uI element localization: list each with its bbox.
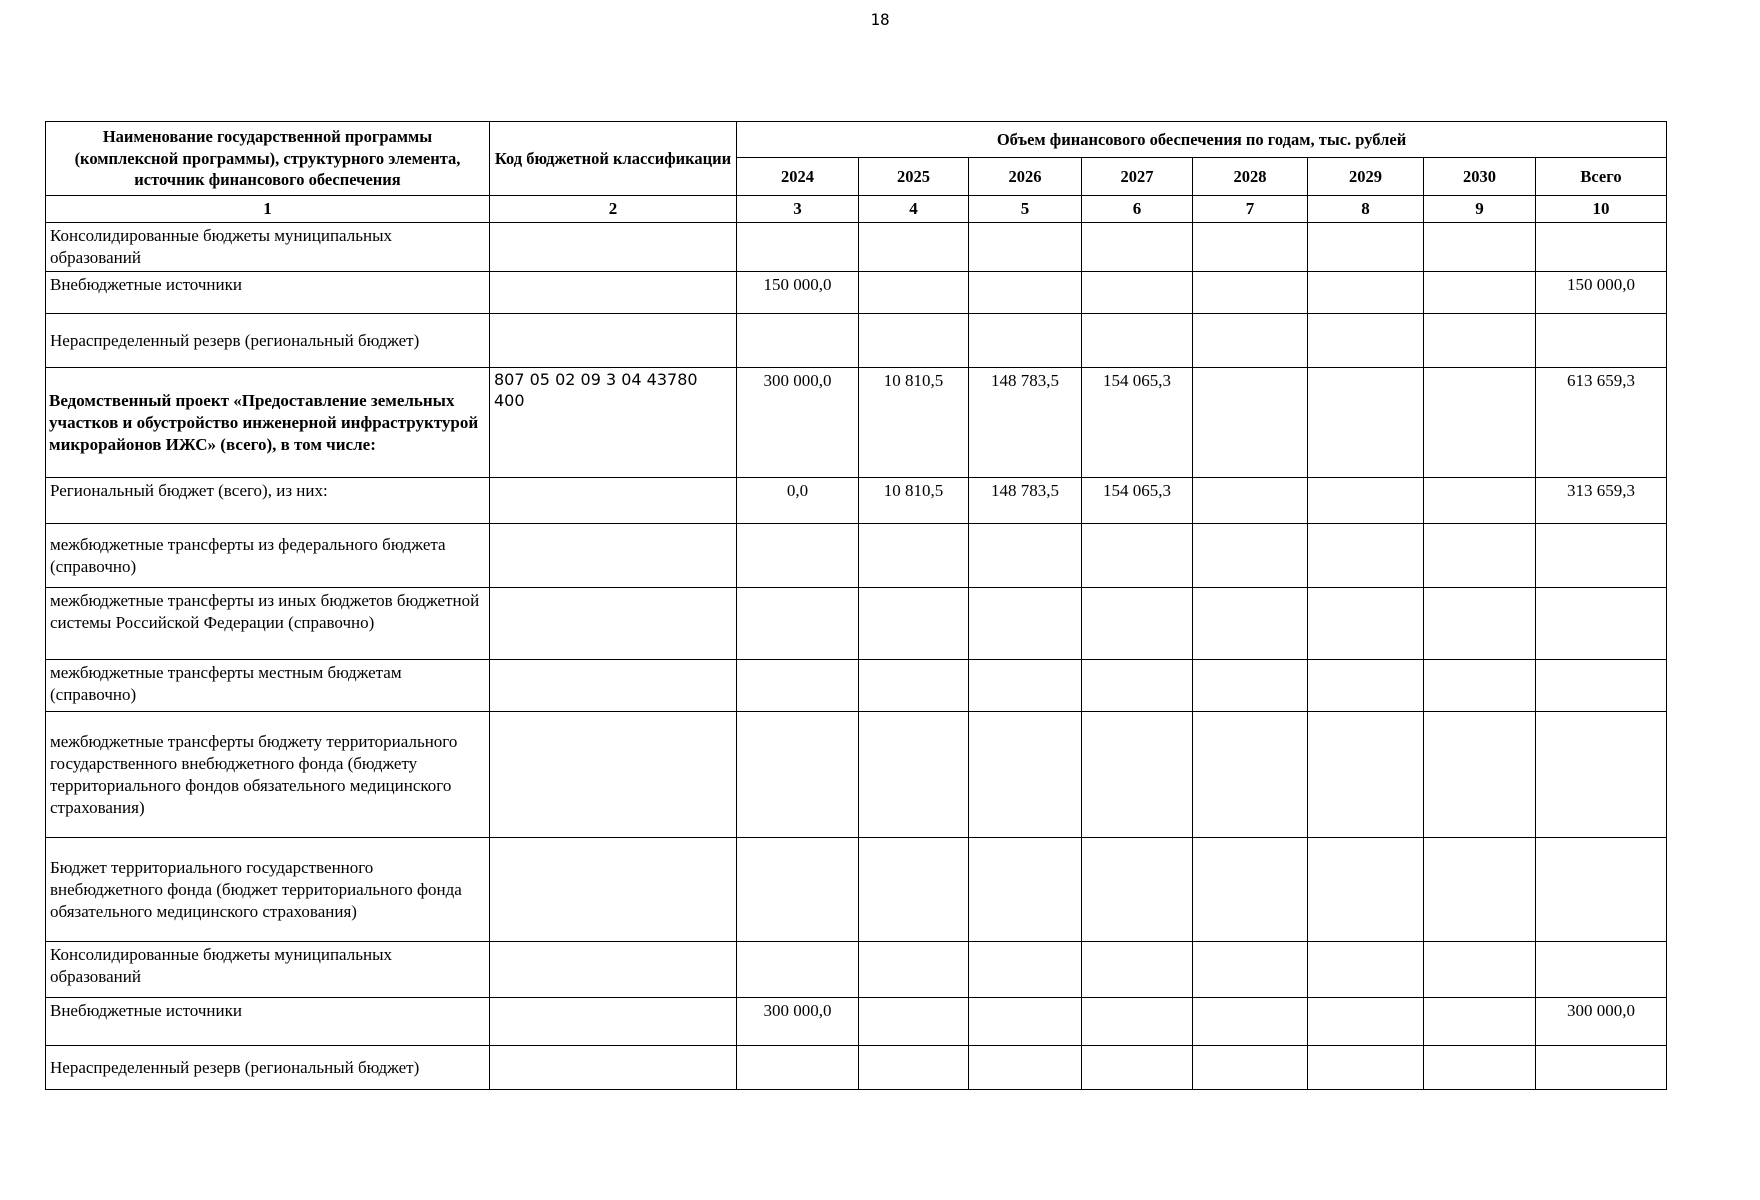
value-cell — [1424, 942, 1536, 998]
header-name: Наименование государственной программы (комплексной программы), структурного элемента, источник финансового обеспечения — [46, 122, 490, 196]
value-cell — [1536, 1046, 1667, 1090]
value-cell — [1308, 660, 1424, 712]
value-cell — [1193, 660, 1308, 712]
value-cell — [1193, 478, 1308, 524]
value-cell — [1308, 998, 1424, 1046]
value-cell — [1308, 223, 1424, 272]
col-index-6: 6 — [1082, 196, 1193, 223]
value-cell: 10 810,5 — [859, 478, 969, 524]
col-index-1: 1 — [46, 196, 490, 223]
table-row — [46, 368, 1667, 478]
value-cell — [1308, 942, 1424, 998]
row-code — [490, 478, 737, 524]
value-cell — [1424, 368, 1536, 478]
value-cell: 313 659,3 — [1536, 478, 1667, 524]
value-cell — [1193, 223, 1308, 272]
value-cell — [1082, 272, 1193, 314]
row-code — [490, 660, 737, 712]
row-code — [490, 998, 737, 1046]
row-name: Бюджет территориального государственного внебюджетного фонда (бюджет территориального фонда обязательного медицинского страхования) — [46, 838, 490, 942]
row-name: межбюджетные трансферты из иных бюджетов бюджетной системы Российской Федерации (справочно) — [46, 588, 490, 660]
table-row — [46, 1046, 1667, 1090]
table-row — [46, 223, 1667, 272]
value-cell — [1424, 660, 1536, 712]
table-row — [46, 314, 1667, 368]
value-cell: 150 000,0 — [737, 272, 859, 314]
value-cell — [737, 712, 859, 838]
value-cell — [1308, 1046, 1424, 1090]
value-cell — [1536, 524, 1667, 588]
value-cell — [859, 660, 969, 712]
table-row — [46, 272, 1667, 314]
header-total: Всего — [1536, 158, 1667, 196]
value-cell — [1536, 660, 1667, 712]
value-cell — [1193, 712, 1308, 838]
row-code — [490, 588, 737, 660]
header-year-2024: 2024 — [737, 158, 859, 196]
value-cell — [1082, 998, 1193, 1046]
value-cell — [737, 223, 859, 272]
value-cell — [1193, 1046, 1308, 1090]
row-name: Нераспределенный резерв (региональный бюджет) — [46, 1046, 490, 1090]
row-name: Консолидированные бюджеты муниципальных образований — [46, 223, 490, 272]
header-year-2026: 2026 — [969, 158, 1082, 196]
col-index-9: 9 — [1424, 196, 1536, 223]
row-name: межбюджетные трансферты местным бюджетам (справочно) — [46, 660, 490, 712]
value-cell — [859, 588, 969, 660]
table-row — [46, 712, 1667, 838]
value-cell — [1308, 712, 1424, 838]
value-cell — [1308, 838, 1424, 942]
value-cell — [859, 1046, 969, 1090]
row-code — [490, 712, 737, 838]
value-cell: 613 659,3 — [1536, 368, 1667, 478]
value-cell — [1193, 838, 1308, 942]
row-name: Нераспределенный резерв (региональный бюджет) — [46, 314, 490, 368]
col-index-4: 4 — [859, 196, 969, 223]
value-cell — [1536, 588, 1667, 660]
value-cell — [1082, 838, 1193, 942]
table-row — [46, 838, 1667, 942]
row-name: межбюджетные трансферты бюджету территориального государственного внебюджетного фонда (бюджету территориального фондов обязательного медицинского страхования) — [46, 712, 490, 838]
value-cell — [1536, 942, 1667, 998]
value-cell — [859, 272, 969, 314]
value-cell: 0,0 — [737, 478, 859, 524]
value-cell: 154 065,3 — [1082, 478, 1193, 524]
value-cell — [859, 223, 969, 272]
value-cell — [737, 838, 859, 942]
col-index-10: 10 — [1536, 196, 1667, 223]
row-code — [490, 942, 737, 998]
value-cell: 148 783,5 — [969, 368, 1082, 478]
value-cell — [1082, 223, 1193, 272]
value-cell — [969, 998, 1082, 1046]
row-name: Региональный бюджет (всего), из них: — [46, 478, 490, 524]
value-cell — [1536, 712, 1667, 838]
value-cell — [1308, 524, 1424, 588]
value-cell — [1193, 524, 1308, 588]
value-cell — [969, 314, 1082, 368]
page-number: 18 — [870, 10, 890, 29]
budget-table — [45, 121, 1667, 1090]
table-row — [46, 942, 1667, 998]
value-cell — [1082, 660, 1193, 712]
row-code — [490, 838, 737, 942]
col-index-2: 2 — [490, 196, 737, 223]
value-cell: 150 000,0 — [1536, 272, 1667, 314]
row-name: Консолидированные бюджеты муниципальных образований — [46, 942, 490, 998]
value-cell — [1082, 314, 1193, 368]
value-cell — [1424, 712, 1536, 838]
table-row — [46, 524, 1667, 588]
value-cell — [1424, 314, 1536, 368]
header-code: Код бюджетной классификации — [490, 122, 737, 196]
value-cell — [1308, 478, 1424, 524]
table-row — [46, 660, 1667, 712]
value-cell — [1082, 942, 1193, 998]
header-year-2025: 2025 — [859, 158, 969, 196]
value-cell — [737, 942, 859, 998]
value-cell — [737, 1046, 859, 1090]
row-code — [490, 1046, 737, 1090]
value-cell — [737, 588, 859, 660]
row-name: межбюджетные трансферты из федерального бюджета (справочно) — [46, 524, 490, 588]
value-cell — [969, 942, 1082, 998]
value-cell — [1424, 838, 1536, 942]
value-cell — [1193, 588, 1308, 660]
value-cell — [1308, 314, 1424, 368]
header-year-2030: 2030 — [1424, 158, 1536, 196]
value-cell — [1082, 1046, 1193, 1090]
value-cell — [1536, 223, 1667, 272]
row-code — [490, 314, 737, 368]
value-cell — [969, 588, 1082, 660]
value-cell — [1536, 314, 1667, 368]
value-cell — [1536, 838, 1667, 942]
value-cell — [859, 524, 969, 588]
value-cell — [1193, 314, 1308, 368]
value-cell — [969, 524, 1082, 588]
value-cell — [1308, 368, 1424, 478]
value-cell — [969, 223, 1082, 272]
value-cell — [737, 524, 859, 588]
value-cell — [1424, 272, 1536, 314]
value-cell: 154 065,3 — [1082, 368, 1193, 478]
value-cell — [1424, 1046, 1536, 1090]
value-cell — [1082, 524, 1193, 588]
value-cell — [969, 272, 1082, 314]
value-cell — [1424, 478, 1536, 524]
value-cell — [859, 314, 969, 368]
value-cell: 300 000,0 — [1536, 998, 1667, 1046]
col-index-3: 3 — [737, 196, 859, 223]
value-cell — [1193, 272, 1308, 314]
value-cell — [969, 1046, 1082, 1090]
value-cell — [1424, 588, 1536, 660]
value-cell — [1424, 223, 1536, 272]
table-row — [46, 478, 1667, 524]
value-cell: 10 810,5 — [859, 368, 969, 478]
value-cell — [1193, 998, 1308, 1046]
value-cell: 300 000,0 — [737, 998, 859, 1046]
value-cell — [859, 942, 969, 998]
table-row — [46, 588, 1667, 660]
row-name: Внебюджетные источники — [46, 272, 490, 314]
value-cell — [737, 660, 859, 712]
header-year-2029: 2029 — [1308, 158, 1424, 196]
row-code — [490, 272, 737, 314]
row-name: Внебюджетные источники — [46, 998, 490, 1046]
value-cell — [1193, 942, 1308, 998]
value-cell — [1424, 998, 1536, 1046]
value-cell: 148 783,5 — [969, 478, 1082, 524]
value-cell — [969, 712, 1082, 838]
header-volume: Объем финансового обеспечения по годам, тыс. рублей — [737, 122, 1667, 158]
value-cell — [859, 998, 969, 1046]
col-index-8: 8 — [1308, 196, 1424, 223]
value-cell — [1424, 524, 1536, 588]
value-cell: 300 000,0 — [737, 368, 859, 478]
value-cell — [969, 838, 1082, 942]
value-cell — [1308, 272, 1424, 314]
value-cell — [969, 660, 1082, 712]
value-cell — [1308, 588, 1424, 660]
header-year-2028: 2028 — [1193, 158, 1308, 196]
value-cell — [859, 712, 969, 838]
header-year-2027: 2027 — [1082, 158, 1193, 196]
table-row — [46, 998, 1667, 1046]
value-cell — [859, 838, 969, 942]
value-cell — [1082, 588, 1193, 660]
col-index-7: 7 — [1193, 196, 1308, 223]
row-code — [490, 524, 737, 588]
row-name: Ведомственный проект «Предоставление земельных участков и обустройство инженерной инфраструктурой микрорайонов ИЖС» (всего), в том числе: — [46, 368, 490, 478]
value-cell — [1082, 712, 1193, 838]
row-code — [490, 223, 737, 272]
col-index-5: 5 — [969, 196, 1082, 223]
row-code: 807 05 02 09 3 04 43780 400 — [490, 368, 737, 478]
value-cell — [737, 314, 859, 368]
value-cell — [1193, 368, 1308, 478]
